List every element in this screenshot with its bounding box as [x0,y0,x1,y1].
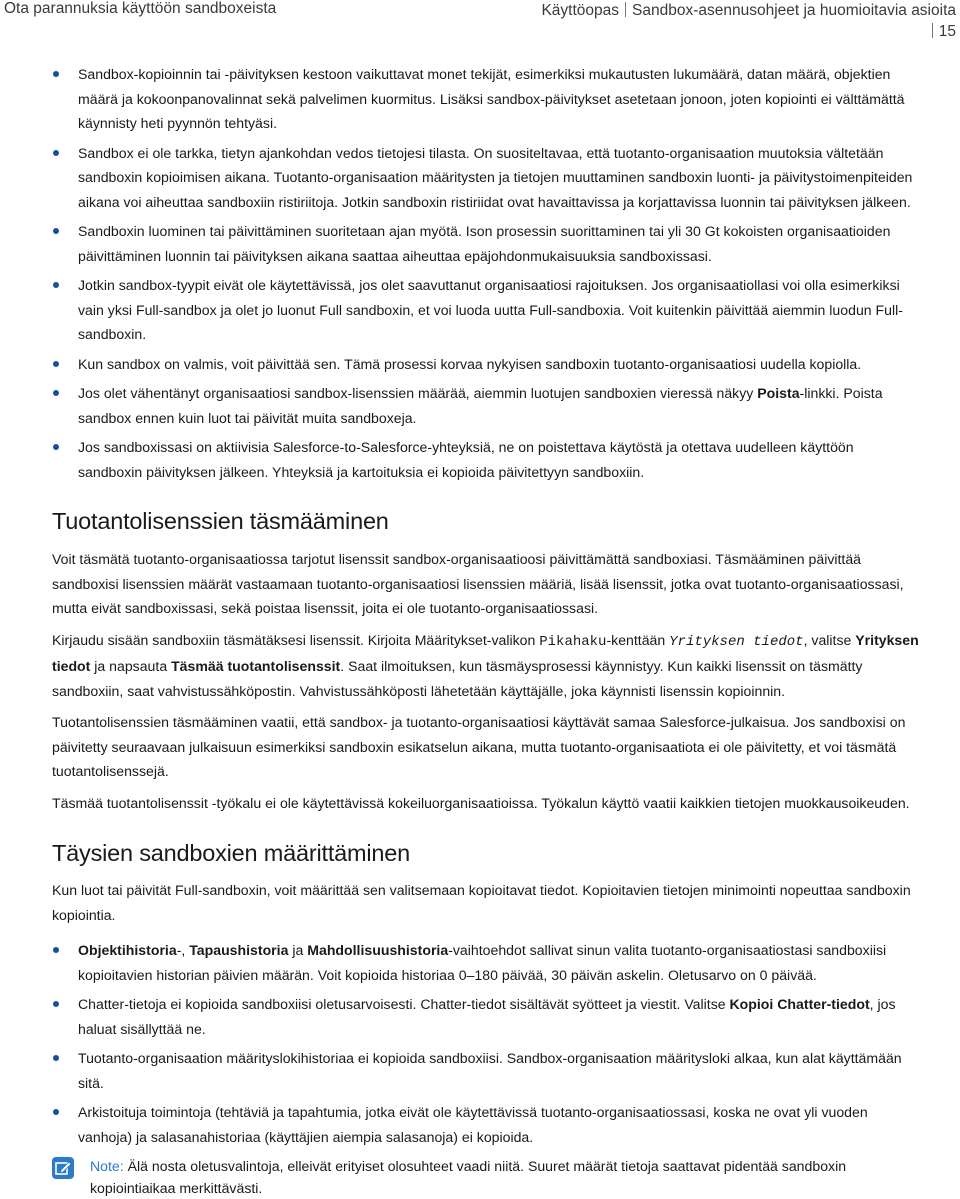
list-item: Tuotanto-organisaation määrityslokihistoriaa ei kopioida sandboxiisi. Sandbox-organisaation määritysloki alkaa, kun alat käyttämään sitä. [52,1046,920,1095]
bullet-icon [53,1055,59,1061]
bullet-icon [53,228,59,234]
header-separator [625,2,626,17]
bullet-icon [53,947,59,953]
section-heading-full-sandbox: Täysien sandboxien määrittäminen [52,840,411,866]
list-item [52,435,920,484]
header-section-title: Ota parannuksia käyttöön sandboxeista [4,0,277,17]
search-term: Yrityksen tiedot [669,633,804,650]
page-number: 15 [938,23,956,40]
copy-chatter-label: Kopioi Chatter-tiedot [729,996,870,1012]
company-info-label: Yrityksen tiedot [52,631,919,674]
list-item-text: Sandbox ei ole tarkka, tietyn ajankohdan vedos tietojesi tilasta. On suositeltavaa, että tuotanto-organisaation muutoksia vältetään sandboxin kopioimisen aikana. Tuotanto-organisaation määritysten ja tietojen muuttaminen sandboxin luonti- ja päivitystoimenpiteiden aikana voi aiheuttaa sandboxiin ristiriitoja. Jotkin sandboxin ristiriidat ovat havaittavissa ja korjattavissa luonnin tai päivityksen jälkeen. [78,144,913,210]
header-separator [932,23,933,38]
list-item-text: Jotkin sandbox-tyypit eivät ole käytettävissä, jos olet saavuttanut organisaatiosi rajoituksen. Jos organisaatiollasi voi olla esimerkiksi vain yksi Full-sandbox ja olet jo luonut Full sandboxin, et voi luoda uutta Full-sandboxia. Voit kuitenkin päivittää aiemmin luodun Full-sandboxin. [78,277,903,342]
list-item-text: -linkki. Poista sandbox ennen kuin luot tai päivität muita sandboxeja. [78,385,883,426]
paragraph: Täsmää tuotantolisenssit -työkalu ei ole käytettävissä kokeiluorganisaatioissa. Työkalun käyttö vaatii kaikkien tietojen muokkausoikeuden. [52,794,910,811]
list-item [52,381,920,430]
list-item [52,273,920,347]
considerations-list [52,62,920,484]
note-label: Note: [90,1158,124,1174]
list-item-text: Jos sandboxissasi on aktiivisia Salesforce-to-Salesforce-yhteyksiä, ne on poistettava käytöstä ja otettava uudelleen käyttöön sandboxin päivityksen jälkeen. Yhteyksiä ja kartoituksia ei kopioida päivitettyyn sandboxiin. [78,439,854,480]
paragraph: Kirjaudu sisään sandboxiin täsmätäksesi lisenssit. Kirjoita Määritykset-valikon Pikahaku-kenttään Yrityksen tiedot, valitse Yrityksen tiedot ja napsauta Täsmää tuotantolisenssit. Saat ilmoituksen, kun täsmäysprosessi käynnistyy. Kun kaikki lisenssit on täsmätty sandboxiin, saat vahvistussähköpostin. Vahvistussähköposti lähetetään käyttäjälle, joka käynnisti lisenssin kopioinnin. [52,631,919,699]
list-item-text: Kun sandbox on valmis, voit päivittää sen. Tämä prosessi korvaa nykyisen sandboxin tuotanto-organisaatiosi uudella kopiolla. [78,355,862,372]
list-item: Chatter-tietoja ei kopioida sandboxiisi oletusarvoisesti. Chatter-tiedot sisältävät syötteet ja viestit. Valitse Kopioi Chatter-tiedot, jos haluat sisällyttää ne. [52,992,920,1041]
bullet-icon [53,1109,59,1115]
delete-link-label: Poista [757,385,800,401]
paragraph: Kun luot tai päivität Full-sandboxin, voit määrittää sen valitsemaan kopioitavat tiedot. Kopioitavien tietojen minimointi nopeuttaa sandboxin kopiointia. [52,882,911,923]
pencil-note-icon [52,1157,74,1179]
bullet-icon [53,390,59,396]
header-doc-info [536,0,956,42]
list-item-text: Jos olet vähentänyt organisaatiosi sandbox-lisenssien määrää, aiemmin luotujen sandboxien vieressä näkyy [78,385,758,401]
note-box [52,1155,920,1199]
header-guide-title: Käyttöopas [541,2,619,19]
list-item: Arkistoituja toimintoja (tehtäviä ja tapahtumia, jotka eivät ole käytettävissä tuotanto-organisaatiossasi, koska ne ovat yli vuoden vanhoja) ja salasanahistoriaa (käyttäjien aiempia salasanoja) ei kopioida. [52,1100,920,1149]
bullet-icon [53,1001,59,1007]
note-text: Älä nosta oletusvalintoja, elleivät erityiset olosuhteet vaadi niitä. Suuret määrät tietoja saattavat pidentää sandboxin kopiointiaikaa merkittävästi. [90,1158,847,1196]
list-item-text: Sandbox-kopioinnin tai -päivityksen kestoon vaikuttavat monet tekijät, esimerkiksi mukautusten lukumäärä, datan määrä, objektien määrä ja kokoonpanovalinnat sekä palvelimen kuormitus. Lisäksi sandbox-päivitykset asetetaan jonoon, joten kopiointi ei välttämättä käynnisty heti pyynnön tehtyäsi. [78,66,905,131]
list-item [52,352,920,377]
quick-find-field-name: Pikahaku [539,633,607,650]
paragraph: Voit täsmätä tuotanto-organisaatiossa tarjotut lisenssit sandbox-organisaatioosi päivittämättä sandboxiasi. Täsmääminen päivittää sandboxisi lisenssien määrät vastaamaan tuotanto-organisaatiosi lisenssien määriä, lisää lisenssit, jotka ovat tuotanto-organisaatiossasi, mutta eivät sandboxissasi, sekä poistaa lisenssit, joita ei ole tuotanto-organisaatiossasi. [52,551,904,616]
list-item [52,219,920,268]
bullet-icon [53,282,59,288]
match-licenses-button-label: Täsmää tuotantolisenssit [171,658,341,674]
list-item-text: Sandboxin luominen tai päivittäminen suoritetaan ajan myötä. Ison prosessin suorittaminen tai yli 30 Gt kokoisten organisaatioiden päivittäminen luonnin tai päivityksen aikana saattaa aiheuttaa epäjohdonmukaisuuksia sandboxissasi. [78,223,891,264]
bullet-icon [53,361,59,367]
full-sandbox-options-list [52,938,920,1149]
list-item [52,62,920,136]
list-item: Objektihistoria-, Tapaushistoria ja Mahdollisuushistoria-vaihtoehdot sallivat sinun valita tuotanto-organisaatiostasi sandboxiisi kopioitavien historian päivien määrän. Voit kopioida historiaa 0–180 päivää, 30 päivän askelin. Oletusarvo on 0 päivää. [52,938,920,987]
section-heading-license-match: Tuotantolisenssien täsmääminen [52,508,389,534]
header-doc-title: Sandbox-asennusohjeet ja huomioitavia asioita [632,2,956,19]
list-item [52,141,920,215]
bullet-icon [53,150,59,156]
paragraph: Tuotantolisenssien täsmääminen vaatii, että sandbox- ja tuotanto-organisaatiosi käyttävät samaa Salesforce-julkaisua. Jos sandboxisi on päivitetty seuraavaan julkaisuun esimerkiksi sandboxin esikatselun aikana, mutta tuotanto-organisaatiota ei ole päivitetty, et voi täsmätä tuotantolisenssejä. [52,714,906,779]
bullet-icon [53,444,59,450]
page-content [52,62,920,1199]
bullet-icon [53,71,59,77]
